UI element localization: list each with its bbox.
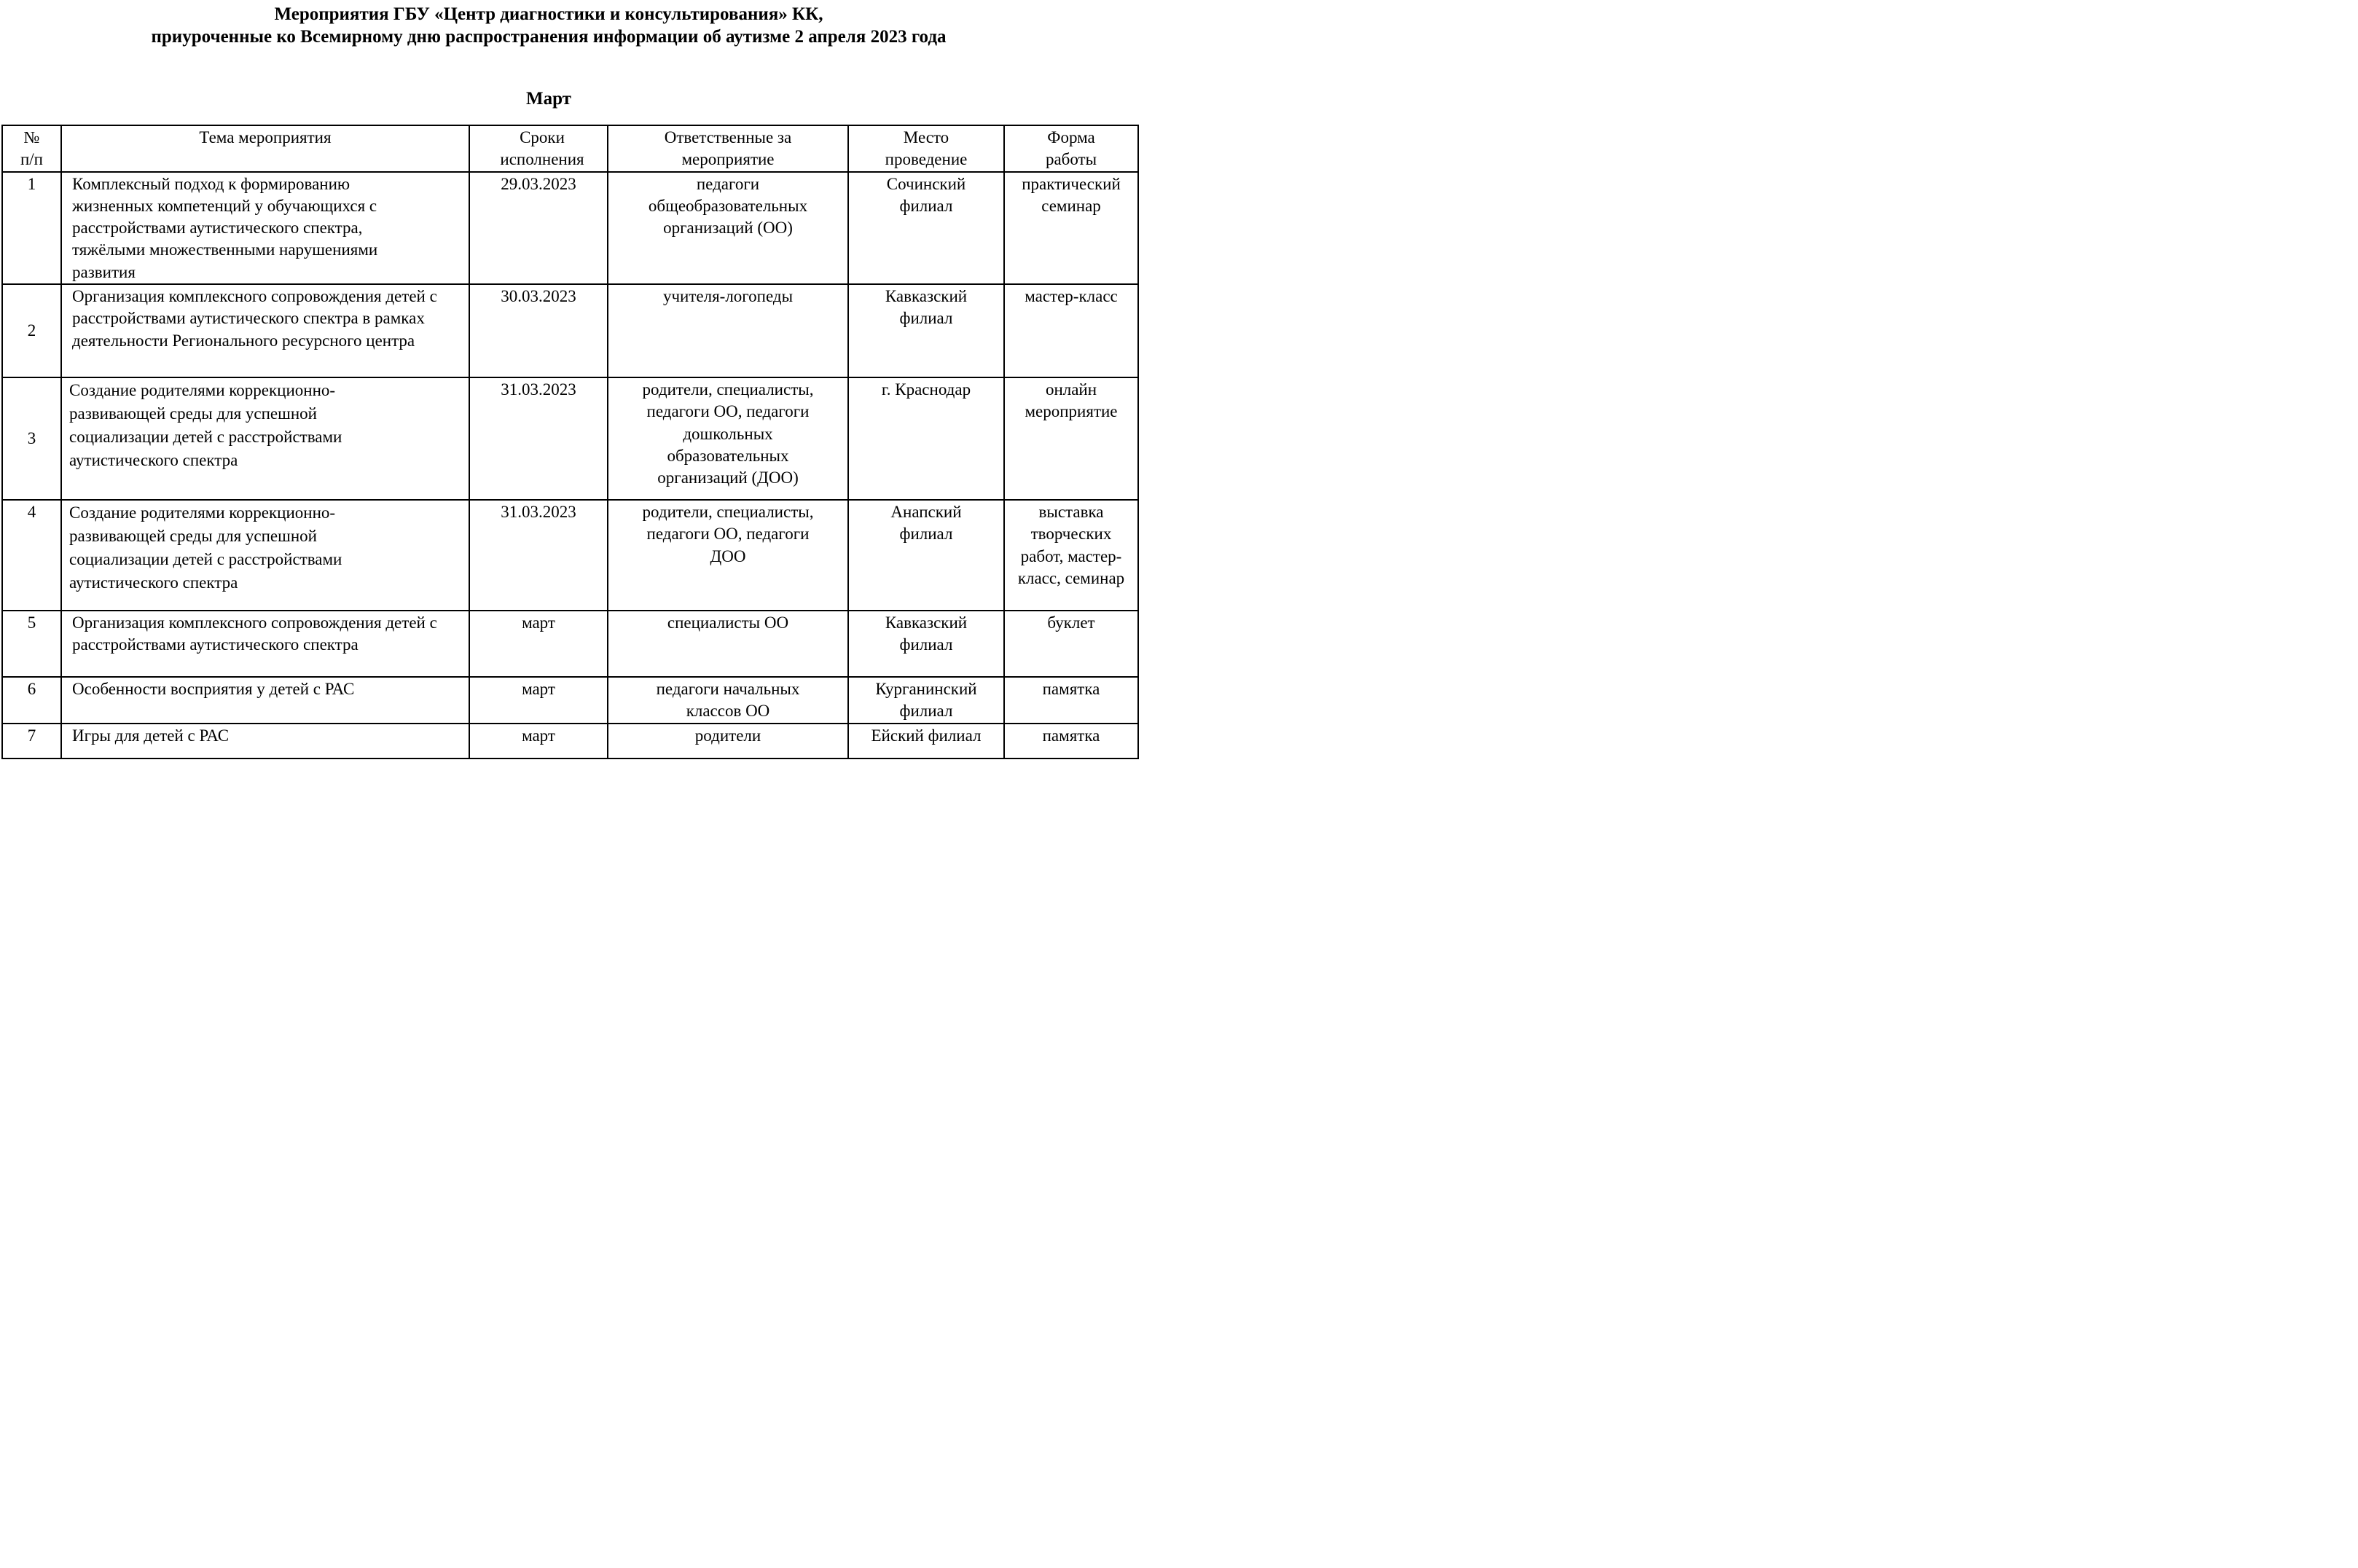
row-date: март bbox=[469, 724, 608, 758]
row-topic: Особенности восприятия у детей с РАС bbox=[61, 677, 469, 724]
row-place: Кавказский филиал bbox=[848, 284, 1004, 377]
row-topic: Организация комплексного сопровождения детей с расстройствами аутистического спектра bbox=[61, 611, 469, 677]
row-responsible: родители, специалисты, педагоги ОО, педагоги дошкольных образовательных организаций (ДОО) bbox=[608, 377, 848, 500]
table-row bbox=[2, 172, 1138, 284]
month-heading: Март bbox=[526, 89, 571, 109]
row-responsible: специалисты ОО bbox=[608, 611, 848, 677]
row-date: 30.03.2023 bbox=[469, 284, 608, 377]
row-num: 3 bbox=[2, 377, 61, 500]
row-form: выставка творческих работ, мастер-класс, семинар bbox=[1004, 500, 1138, 611]
row-date: март bbox=[469, 611, 608, 677]
topic-text: Создание родителями коррекционно-развивающей среды для успешной социализации детей с расстройствами аутистического спектра bbox=[69, 503, 342, 592]
row-num: 1 bbox=[2, 172, 61, 284]
table-row bbox=[2, 284, 1138, 377]
row-date: март bbox=[469, 677, 608, 724]
events-table bbox=[1, 125, 1139, 759]
header-place: Место проведение bbox=[848, 125, 1004, 172]
row-form: памятка bbox=[1004, 677, 1138, 724]
header-num: № п/п bbox=[2, 125, 61, 172]
header-responsible: Ответственные за мероприятие bbox=[608, 125, 848, 172]
row-form: памятка bbox=[1004, 724, 1138, 758]
row-num: 7 bbox=[2, 724, 61, 758]
table-row bbox=[2, 677, 1138, 724]
header-form: Форма работы bbox=[1004, 125, 1138, 172]
row-date: 31.03.2023 bbox=[469, 500, 608, 611]
row-place: Сочинский филиал bbox=[848, 172, 1004, 284]
row-form: мастер-класс bbox=[1004, 284, 1138, 377]
row-responsible: родители bbox=[608, 724, 848, 758]
row-form: буклет bbox=[1004, 611, 1138, 677]
row-place: Анапский филиал bbox=[848, 500, 1004, 611]
row-date: 31.03.2023 bbox=[469, 377, 608, 500]
row-responsible: педагоги общеобразовательных организаций (ОО) bbox=[608, 172, 848, 284]
table-row bbox=[2, 611, 1138, 677]
row-form: онлайн мероприятие bbox=[1004, 377, 1138, 500]
table-row bbox=[2, 500, 1138, 611]
row-topic: Организация комплексного сопровождения детей с расстройствами аутистического спектра в рамках деятельности Регионального ресурсного центра bbox=[61, 284, 469, 377]
row-num: 2 bbox=[2, 284, 61, 377]
table-row bbox=[2, 377, 1138, 500]
topic-text: Создание родителями коррекционно-развивающей среды для успешной социализации детей с расстройствами аутистического спектра bbox=[69, 381, 342, 470]
document-title bbox=[0, 3, 1097, 48]
row-date: 29.03.2023 bbox=[469, 172, 608, 284]
row-responsible: педагоги начальных классов ОО bbox=[608, 677, 848, 724]
header-topic: Тема мероприятия bbox=[61, 125, 469, 172]
row-place: г. Краснодар bbox=[848, 377, 1004, 500]
row-topic bbox=[61, 377, 469, 500]
row-responsible: учителя-логопеды bbox=[608, 284, 848, 377]
row-place: Ейский филиал bbox=[848, 724, 1004, 758]
row-place: Курганинский филиал bbox=[848, 677, 1004, 724]
row-topic: Комплексный подход к формированию жизненных компетенций у обучающихся с расстройствами аутистического спектра, тяжёлыми множественными нарушениями развития bbox=[61, 172, 469, 284]
title-line-1: Мероприятия ГБУ «Центр диагностики и консультирования» КК, bbox=[274, 4, 823, 24]
header-date: Сроки исполнения bbox=[469, 125, 608, 172]
row-form: практический семинар bbox=[1004, 172, 1138, 284]
table-header-row bbox=[2, 125, 1138, 172]
row-num: 6 bbox=[2, 677, 61, 724]
row-num: 5 bbox=[2, 611, 61, 677]
row-num: 4 bbox=[2, 500, 61, 611]
table-row bbox=[2, 724, 1138, 758]
row-topic bbox=[61, 500, 469, 611]
title-line-2: приуроченные ко Всемирному дню распространения информации об аутизме 2 апреля 2023 года bbox=[151, 27, 947, 47]
row-place: Кавказский филиал bbox=[848, 611, 1004, 677]
row-topic: Игры для детей с РАС bbox=[61, 724, 469, 758]
row-responsible: родители, специалисты, педагоги ОО, педагоги ДОО bbox=[608, 500, 848, 611]
